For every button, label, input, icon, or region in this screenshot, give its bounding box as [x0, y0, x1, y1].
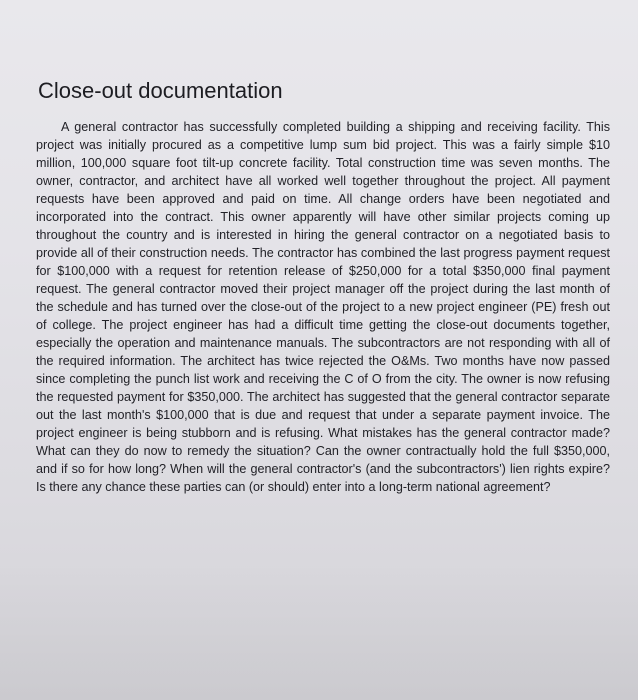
- document-title: Close-out documentation: [38, 78, 283, 103]
- case-study-paragraph: A general contractor has successfully completed building a shipping and receiving facility. This project was initially procured as a competitive lump sum bid project. This was a fairly simple $10 million, 100,000 square foot tilt-up concrete facility. Total construction time was seven months. The owner, contractor, and architect have all worked well together throughout the project. All payment requests have been approved and paid on time. All change orders have been negotiated and incorporated into the contract. This owner apparently will have other similar projects coming up throughout the country and is interested in hiring the general contractor on a negotiated basis to provide all of their construction needs. The contractor has combined the last progress payment request for $100,000 with a request for retention release of $250,000 for a total $350,000 final payment request. The general contractor moved their project manager off the project during the last month of the schedule and has turned over the close-out of the project to a new project engineer (PE) fresh out of college. The project engineer has had a difficult time getting the close-out documents together, especially the operation and maintenance manuals. The subcontractors are not responding with all of the required information. The architect has twice rejected the O&Ms. Two months have now passed since completing the punch list work and receiving the C of O from the city. The owner is now refusing the requested payment for $350,000. The architect has suggested that the general contractor separate out the last month's $100,000 that is due and request that under a separate payment invoice. The project engineer is being stubborn and is refusing. What mistakes has the general contractor made? What can they do now to remedy the situation? Can the owner contractually hold the full $350,000, and if so for how long? When will the general contractor's (and the subcontractors') lien rights expire? Is there any chance these parties can (or should) enter into a long-term national agreement?: [36, 120, 610, 494]
- page-shadow: [0, 560, 638, 700]
